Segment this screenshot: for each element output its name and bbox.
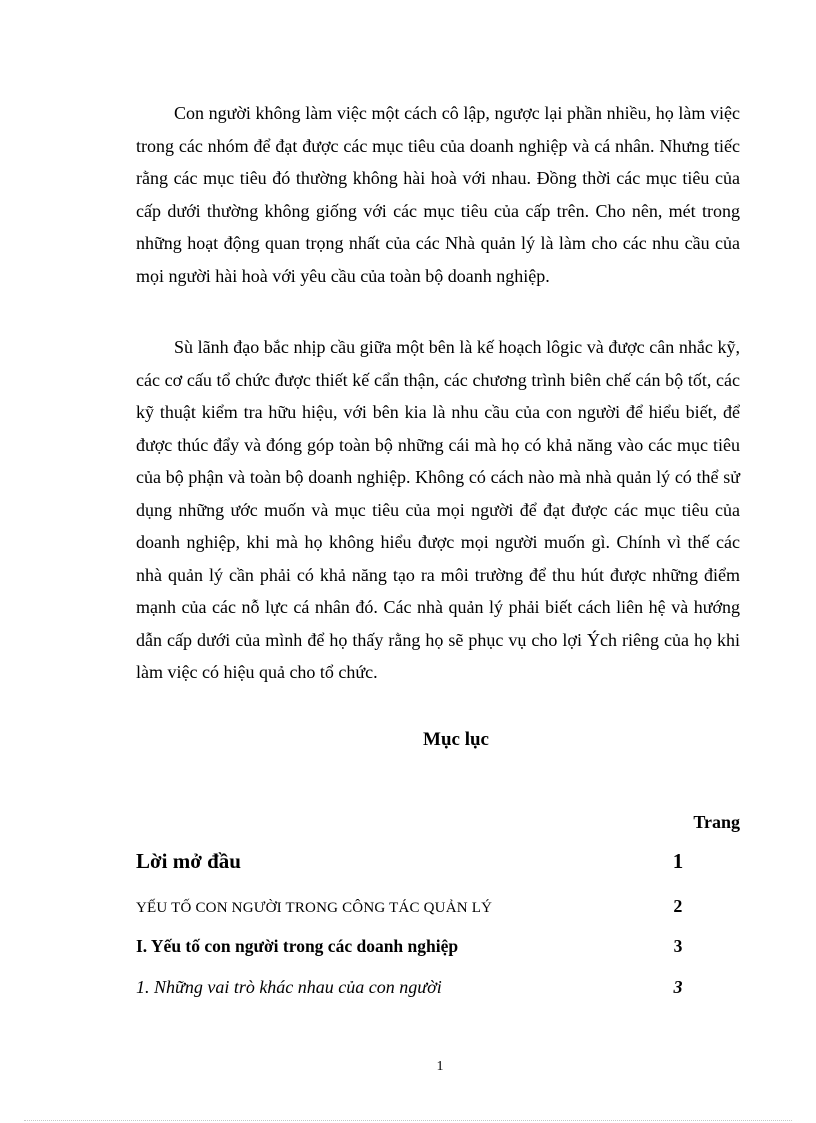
- toc-page-column-header: Trang: [693, 812, 740, 832]
- toc-entry[interactable]: [136, 849, 698, 874]
- toc-entry-label: I. Yếu tố con người trong các doanh nghiệp: [136, 936, 459, 956]
- toc-entry[interactable]: [136, 977, 698, 998]
- toc-title: Mục lục: [423, 729, 489, 750]
- toc-entry-label: Lời mở đầu: [136, 849, 241, 873]
- body-paragraph-2: Sù lãnh đạo bắc nhịp cầu giữa một bên là kế hoạch lôgic và được cân nhắc kỹ, các cơ cấu tổ chức được thiết kế cẩn thận, các chương trình biên chế cán bộ tốt, các kỹ thuật kiểm tra hữu hiệu, với bên kia là nhu cầu của con người để hiểu biết, để được thúc đẩy và đóng góp toàn bộ những cái mà họ có khả năng vào các mục tiêu của bộ phận và toàn bộ doanh nghiệp. Không có cách nào mà nhà quản lý có thể sử dụng những ước muốn và mục tiêu của mọi người để đạt được các mục tiêu của doanh nghiệp, khi mà họ không hiểu được mọi người muốn gì. Chính vì thế các nhà quản lý cần phải có khả năng tạo ra môi trường để thu hút được những điểm mạnh của các nỗ lực cá nhân đó. Các nhà quản lý phải biết cách liên hệ và hướng dẫn cấp dưới của mình để họ thấy rằng họ sẽ phục vụ cho lợi Ých riêng của họ khi làm việc có hiệu quả cho tổ chức.: [136, 337, 740, 682]
- toc-entry-page: 1: [672, 849, 684, 873]
- toc-entry-label: 1. Những vai trò khác nhau của con người: [136, 977, 442, 997]
- page-number: 1: [436, 1059, 444, 1074]
- toc-entry[interactable]: [136, 896, 698, 917]
- toc-entry-page: 2: [673, 896, 683, 916]
- footer-divider: [24, 1120, 792, 1121]
- body-paragraph-1: Con người không làm việc một cách cô lập, ngược lại phần nhiều, họ làm việc trong các nhóm để đạt được các mục tiêu của doanh nghiệp và cá nhân. Nhưng tiếc rằng các mục tiêu đó thường không hài hoà với nhau. Đồng thời các mục tiêu của cấp dưới thường không giống với các mục tiêu của cấp trên. Cho nên, mét trong những hoạt động quan trọng nhất của các Nhà quản lý là làm cho các nhu cầu của mọi người hài hoà với yêu cầu của toàn bộ doanh nghiệp.: [136, 103, 740, 286]
- toc-entry-page: 3: [673, 977, 683, 997]
- toc-entry[interactable]: [136, 936, 698, 957]
- toc-entry-page: 3: [673, 936, 683, 956]
- toc-entry-label: YẾU TỐ CON NGƯỜI TRONG CÔNG TÁC QUẢN LÝ: [136, 900, 493, 916]
